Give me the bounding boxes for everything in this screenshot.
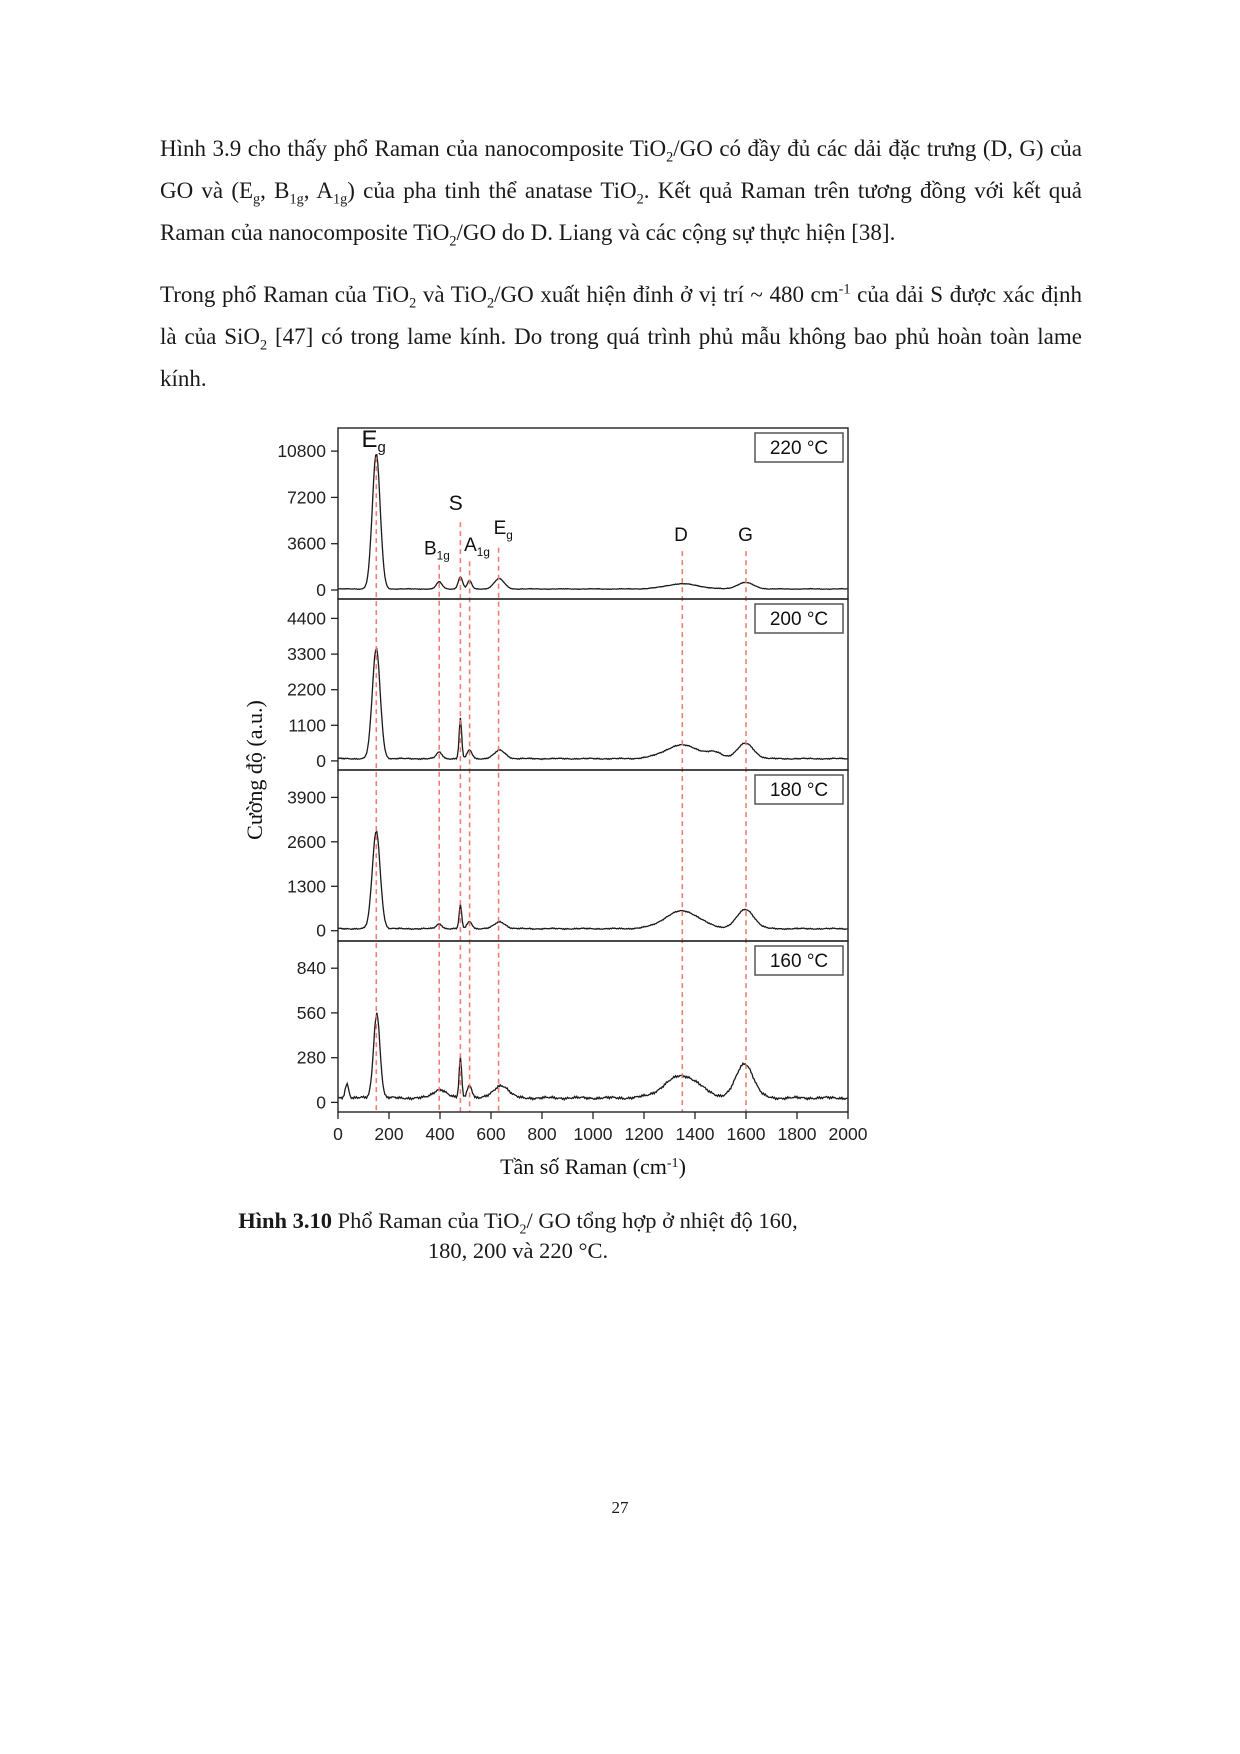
svg-text:2200: 2200	[287, 679, 326, 700]
svg-text:3300: 3300	[287, 644, 326, 665]
y-axis-title: Cường độ (a.u.)	[242, 700, 267, 840]
svg-text:0: 0	[333, 1124, 343, 1144]
svg-text:S: S	[448, 492, 463, 516]
svg-text:A1g: $A_{1g}$	[464, 535, 490, 560]
svg-text:840: 840	[296, 958, 326, 979]
svg-text:160 °C: 160 °C	[769, 951, 829, 972]
svg-text:0: 0	[316, 580, 326, 600]
page-content	[0, 0, 1240, 400]
svg-text:7200: 7200	[287, 487, 326, 508]
svg-text:1000: 1000	[573, 1124, 613, 1144]
svg-text:200 °C: 200 °C	[769, 609, 829, 630]
svg-text:0: 0	[316, 920, 326, 941]
svg-text:2600: 2600	[287, 831, 326, 852]
raman-spectra-chart	[238, 420, 878, 1192]
svg-text:2000: 2000	[828, 1124, 868, 1144]
svg-text:600: 600	[476, 1124, 506, 1144]
svg-text:1800: 1800	[777, 1124, 817, 1144]
svg-text:1300: 1300	[287, 876, 326, 897]
svg-text:200: 200	[374, 1124, 404, 1144]
page-number: 27	[611, 1498, 629, 1517]
svg-text:280: 280	[296, 1047, 326, 1068]
svg-text:1200: 1200	[624, 1124, 664, 1144]
svg-text:3900: 3900	[287, 787, 326, 808]
paragraph-2: Trong phổ Raman của TiO$_2$ và TiO$_2$/GO xuất hiện đỉnh ở vị trí ~ 480 $cm^{-1}$ của dải S được xác định là của SiO$_2$ [47] có trong lame kính. Do trong quá trình phủ mẫu không bao phủ hoàn toàn lame kính.	[160, 281, 1083, 391]
figure-caption	[238, 1206, 798, 1266]
svg-text:1100: 1100	[288, 715, 326, 736]
x-axis-title: Tần số Raman $(cm^{-1})$	[500, 1154, 686, 1179]
paragraph-1: Hình 3.9 cho thấy phổ Raman của nanocomposite TiO$_2$/GO có đầy đủ các dải đặc trưng (D, G) của GO và ($E_g$, $B_{1g}$, $A_{1g}$) của pha tinh thể anatase TiO$_2$. Kết quả Raman trên tương đồng với kết quả Raman của nanocomposite TiO$_2$/GO do D. Liang và các cộng sự thực hiện [38].	[160, 136, 1083, 250]
svg-text:G: G	[738, 524, 753, 546]
svg-text:1600: 1600	[726, 1124, 766, 1144]
svg-text:180 °C: 180 °C	[769, 780, 829, 801]
svg-text:0: 0	[316, 750, 326, 771]
svg-text:Eg: $E_g$	[493, 518, 513, 542]
svg-text:1400: 1400	[675, 1124, 715, 1144]
svg-text:D: D	[674, 524, 688, 546]
svg-text:3600: 3600	[287, 533, 326, 554]
svg-text:Eg: $E_g$	[361, 425, 386, 456]
svg-text:B1g: $B_{1g}$	[423, 538, 450, 563]
figure-caption-text: Phổ Raman của TiO$_2$/ GO tổng hợp ở nhiệt độ 160, 180, 200 và 220 °C.	[332, 1208, 798, 1263]
svg-text:400: 400	[425, 1124, 455, 1144]
svg-text:800: 800	[527, 1124, 557, 1144]
figure-caption-label: Hình 3.10	[238, 1208, 332, 1233]
svg-text:4400: 4400	[287, 608, 326, 629]
figure-3-10	[238, 420, 878, 1266]
svg-text:220 °C: 220 °C	[769, 438, 829, 459]
svg-text:10800: 10800	[277, 441, 326, 462]
svg-text:0: 0	[316, 1092, 326, 1113]
svg-text:560: 560	[296, 1002, 326, 1023]
